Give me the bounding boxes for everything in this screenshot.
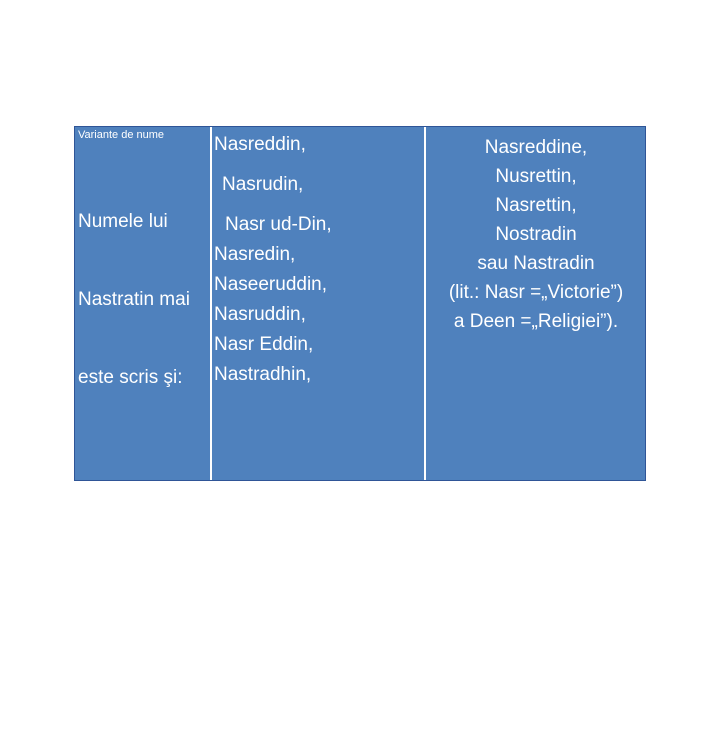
label-column <box>75 127 211 694</box>
name-item: Nasredin, <box>214 244 296 265</box>
name-line: Nasreddine, <box>484 137 588 158</box>
name-item: Nasr Eddin, <box>214 334 314 355</box>
names-col2-text <box>425 133 647 336</box>
name-item: Nasreddin, <box>214 134 306 155</box>
name-line: (lit.: Nasr =„Victorie”) <box>448 282 624 303</box>
label-text <box>78 157 190 749</box>
name-item: Nastradhin, <box>214 364 312 385</box>
name-item: Naseeruddin, <box>214 274 328 295</box>
name-item: Nasrudin, <box>222 174 304 195</box>
label-en-line-2: Nasreddin is <box>78 595 184 616</box>
label-en-line-3: also written: <box>78 673 180 694</box>
name-line: sau Nastradin <box>477 253 595 274</box>
name-line: Nasrettin, <box>495 195 577 216</box>
label-ro-line-3: este scris şi: <box>78 367 183 388</box>
label-ro-line-2: Nastratin mai <box>78 289 190 310</box>
names-table <box>74 126 646 694</box>
names-column-1 <box>211 127 425 480</box>
name-item: Nasruddin, <box>214 304 306 325</box>
name-line: Nostradin <box>495 224 577 245</box>
label-en-line-1: His name <box>78 517 159 538</box>
table-header-label: Variante de nume <box>78 129 165 141</box>
names-column-2 <box>425 127 647 480</box>
label-ro-line-1: Numele lui <box>78 211 168 232</box>
name-item: Nasr ud-Din, <box>225 214 332 235</box>
name-line: a Deen =„Religiei”). <box>453 311 619 332</box>
name-line: Nusrettin, <box>495 166 577 187</box>
